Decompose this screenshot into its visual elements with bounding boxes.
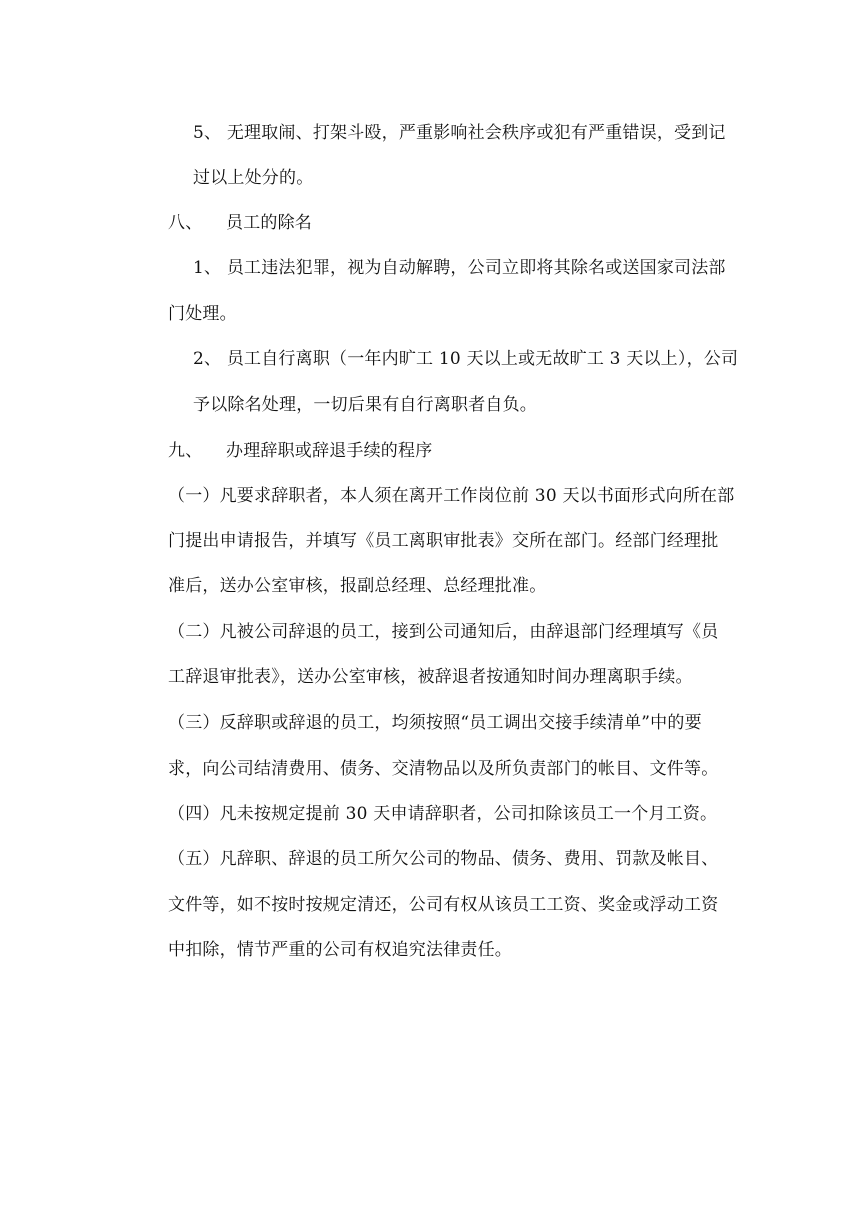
- section8-item1-line2: 门处理。: [168, 304, 237, 324]
- section8-item2-line2: 予以除名处理，一切后果有自行离职者自负。: [193, 395, 537, 415]
- section9-p4-line1: （四）凡未按规定提前 30 天申请辞职者，公司扣除该员工一个月工资。: [168, 804, 718, 824]
- section8-item2-line1: 2、 员工自行离职（一年内旷工 10 天以上或无故旷工 3 天以上），公司: [193, 349, 739, 369]
- section9-heading: [168, 439, 432, 463]
- item5-line1: 5、 无理取闹、打架斗殴，严重影响社会秩序或犯有严重错误，受到记: [193, 123, 726, 143]
- section9-p2-line1: （二）凡被公司辞退的员工，接到公司通知后，由辞退部门经理填写《员: [168, 622, 719, 642]
- section8-number: 八、: [168, 213, 203, 233]
- section9-p5-line2: 文件等，如不按时按规定清还，公司有权从该员工工资、奖金或浮动工资: [168, 895, 719, 915]
- section8-title: 员工的除名: [226, 213, 312, 233]
- section9-p1-line3: 准后，送办公室审核，报副总经理、总经理批准。: [168, 576, 547, 596]
- item5-line2: 过以上处分的。: [193, 168, 314, 188]
- section9-p3-line1: （三）反辞职或辞退的员工，均须按照“员工调出交接手续清单”中的要: [168, 713, 702, 733]
- section9-number: 九、: [168, 441, 203, 461]
- section9-p5-line3: 中扣除，情节严重的公司有权追究法律责任。: [168, 940, 512, 960]
- section8-item1-line1: 1、 员工违法犯罪，视为自动解聘，公司立即将其除名或送国家司法部: [193, 258, 726, 278]
- section9-p1-line1: （一）凡要求辞职者，本人须在离开工作岗位前 30 天以书面形式向所在部: [168, 486, 735, 506]
- section8-heading: [168, 211, 312, 235]
- section9-p2-line2: 工辞退审批表》，送办公室审核，被辞退者按通知时间办理离职手续。: [168, 667, 693, 687]
- section9-p5-line1: （五）凡辞职、辞退的员工所欠公司的物品、债务、费用、罚款及帐目、: [168, 849, 719, 869]
- section9-p1-line2: 门提出申请报告，并填写《员工离职审批表》交所在部门。经部门经理批: [168, 531, 719, 551]
- section9-title: 办理辞职或辞退手续的程序: [226, 441, 433, 461]
- section9-p3-line2: 求，向公司结清费用、债务、交清物品以及所负责部门的帐目、文件等。: [168, 759, 719, 779]
